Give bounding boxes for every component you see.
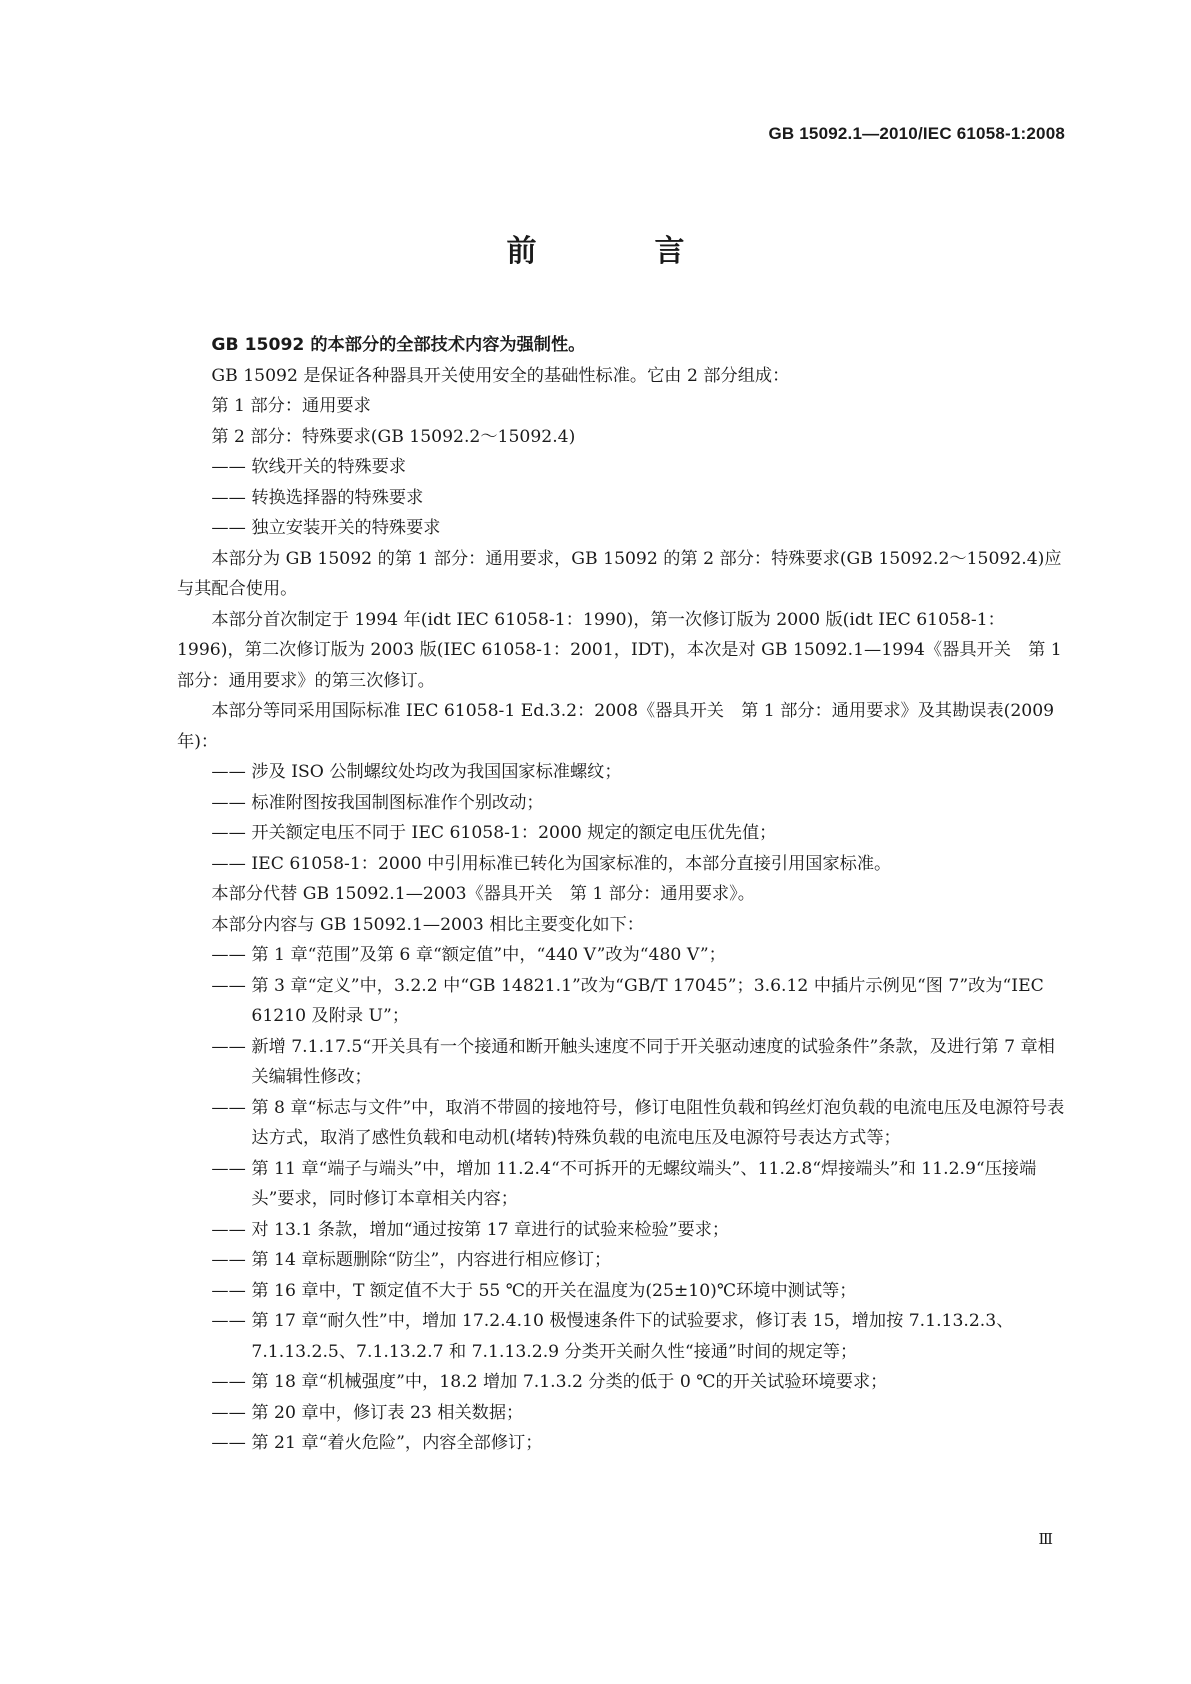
document-body: [177, 330, 1067, 1459]
list-dash: ——: [211, 1219, 246, 1240]
list-item-text: 第 1 章“范围”及第 6 章“额定值”中，“440 V”改为“480 V”；: [251, 945, 726, 965]
list-item-text: 转换选择器的特殊要求: [251, 487, 424, 508]
page-number: Ⅲ: [1038, 1530, 1053, 1548]
list-item: [211, 1428, 1067, 1459]
list-dash: ——: [211, 975, 246, 996]
mandatory-statement: GB 15092 的本部分的全部技术内容为强制性。: [211, 335, 586, 355]
list-dash: ——: [211, 1372, 246, 1392]
list-dash: ——: [211, 457, 246, 477]
list-dash: ——: [211, 792, 246, 813]
list-item: [211, 757, 1067, 788]
list-dash: ——: [211, 1402, 246, 1423]
list-dash: ——: [211, 1036, 246, 1057]
paragraph: 第 2 部分：特殊要求(GB 15092.2～15092.4): [211, 426, 576, 447]
list-item: [211, 483, 1067, 514]
list-item-text: IEC 61058-1：2000 中引用标准已转化为国家标准的，本部分直接引用国家标准。: [251, 853, 892, 874]
list-item: [211, 1154, 1067, 1215]
list-item: [211, 1398, 1067, 1429]
list-item: [211, 940, 1067, 971]
list-dash: ——: [211, 518, 246, 538]
list-item-text: 第 17 章“耐久性”中，增加 17.2.4.10 极慢速条件下的试验要求，修订表 15，增加按 7.1.13.2.3、7.1.13.2.5、7.1.13.2.7 和 7.1.13.2.9 分类开关耐久性“接通”时间的规定等；: [251, 1311, 1014, 1362]
paragraph: 第 1 部分：通用要求: [211, 396, 371, 416]
paragraph: 本部分内容与 GB 15092.1—2003 相比主要变化如下：: [211, 914, 644, 935]
paragraph: 本部分等同采用国际标准 IEC 61058-1 Ed.3.2：2008《器具开关 第 1 部分：通用要求》及其勘误表(2009 年)：: [177, 701, 1055, 752]
list-dash: ——: [211, 1250, 246, 1270]
list-item-text: 第 14 章标题删除“防尘”，内容进行相应修订；: [251, 1250, 612, 1270]
list-item: [211, 513, 1067, 544]
list-dash: ——: [211, 487, 246, 508]
list-item-text: 对 13.1 条款，增加“通过按第 17 章进行的试验来检验”要求；: [251, 1219, 730, 1240]
list-item: [211, 971, 1067, 1032]
list-item: [211, 849, 1067, 880]
list-item: [211, 1245, 1067, 1276]
list-item-text: 第 18 章“机械强度”中，18.2 增加 7.1.3.2 分类的低于 0 ℃的开关试验环境要求；: [251, 1372, 888, 1392]
list-item-text: 第 8 章“标志与文件”中，取消不带圆的接地符号，修订电阻性负载和钨丝灯泡负载的电流电压及电源符号表达方式，取消了感性负载和电动机(堵转)特殊负载的电流电压及电源符号表达方式等；: [251, 1097, 1065, 1148]
list-dash: ——: [211, 853, 246, 874]
list-item-text: 第 21 章“着火危险”，内容全部修订；: [251, 1433, 543, 1453]
list-item-text: 第 20 章中，修订表 23 相关数据；: [251, 1402, 524, 1423]
list-item: [211, 1032, 1067, 1093]
list-item: [211, 452, 1067, 483]
list-dash: ——: [211, 945, 246, 965]
paragraph: 本部分为 GB 15092 的第 1 部分：通用要求，GB 15092 的第 2 部分：特殊要求(GB 15092.2～15092.4)应与其配合使用。: [177, 548, 1062, 599]
list-item: [211, 1367, 1067, 1398]
list-dash: ——: [211, 1280, 246, 1301]
list-item-text: 第 16 章中，T 额定值不大于 55 ℃的开关在温度为(25±10)℃环境中测试等；: [251, 1280, 857, 1301]
list-item: [211, 1306, 1067, 1367]
list-item-text: 涉及 ISO 公制螺纹处均改为我国国家标准螺纹；: [251, 762, 622, 782]
list-dash: ——: [211, 762, 246, 782]
list-item-text: 软线开关的特殊要求: [251, 457, 407, 477]
list-item-text: 第 3 章“定义”中，3.2.2 中“GB 14821.1”改为“GB/T 17045”；3.6.12 中插片示例见“图 7”改为“IEC 61210 及附录 U”；: [251, 975, 1044, 1026]
standard-id-header: GB 15092.1—2010/IEC 61058-1:2008: [768, 124, 1065, 143]
paragraph: 本部分首次制定于 1994 年(idt IEC 61058-1：1990)，第一次修订版为 2000 版(idt IEC 61058-1：1996)，第二次修订版为 2003 版(IEC 61058-1：2001，IDT)，本次是对 GB 15092.1—1994《器具开关 第 1 部分：通用要求》的第三次修订。: [177, 609, 1062, 691]
list-dash: ——: [211, 1097, 246, 1118]
list-item: [211, 1093, 1067, 1154]
list-item: [211, 818, 1067, 849]
list-item-text: 开关额定电压不同于 IEC 61058-1：2000 规定的额定电压优先值；: [251, 823, 777, 843]
list-item-text: 独立安装开关的特殊要求: [251, 518, 441, 538]
list-dash: ——: [211, 1158, 246, 1179]
list-dash: ——: [211, 1433, 246, 1453]
paragraph: 本部分代替 GB 15092.1—2003《器具开关 第 1 部分：通用要求》。: [211, 884, 755, 904]
list-item-text: 新增 7.1.17.5“开关具有一个接通和断开触头速度不同于开关驱动速度的试验条件”条款，及进行第 7 章相关编辑性修改；: [251, 1036, 1055, 1087]
list-item: [211, 788, 1067, 819]
list-dash: ——: [211, 823, 246, 843]
list-item-text: 标准附图按我国制图标准作个别改动；: [251, 792, 544, 813]
list-item: [211, 1215, 1067, 1246]
page-title: 前 言: [506, 234, 729, 269]
paragraph: GB 15092 是保证各种器具开关使用安全的基础性标准。它由 2 部分组成：: [211, 365, 790, 386]
list-dash: ——: [211, 1311, 246, 1331]
list-item: [211, 1276, 1067, 1307]
list-item-text: 第 11 章“端子与端头”中，增加 11.2.4“不可拆开的无螺纹端头”、11.2.8“焊接端头”和 11.2.9“压接端头”要求，同时修订本章相关内容；: [251, 1158, 1037, 1209]
